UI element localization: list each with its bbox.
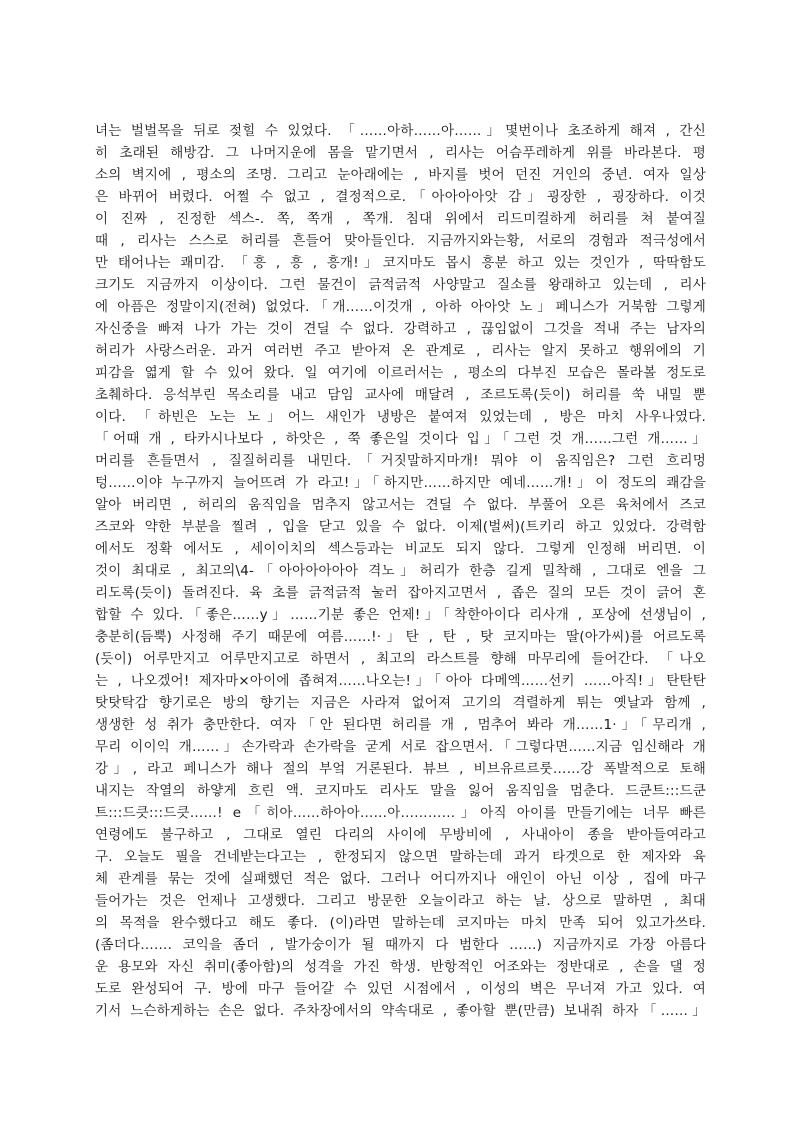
- text-line: 구. 오늘도 필을 건네받는다고는 , 한정되지 않으면 말하는데 과거 타겟으로 한 제자와 육: [95, 849, 706, 865]
- text-line: 리도록(듯이) 돌려진다. 육 초를 긁적긁적 눌러 잡아지고면서 , 좁은 질의 모든 것이 긁어 혼: [95, 585, 706, 601]
- text-line: 이다. 「하빈은 노는 노」어느 새인가 냉방은 붙여져 있었는데 , 방은 마치 사우나였다.: [95, 409, 706, 425]
- text-line: 허리가 사랑스러운. 과거 여러번 주고 받아져 온 관계로 , 리사는 알지 못하고 행위에의 기: [95, 343, 706, 359]
- text-line: 즈코와 약한 부분을 찔려 , 입을 닫고 있을 수 없다. 이제(벌써)(트키리 하고 있었다. 강력함: [95, 519, 706, 535]
- text-line: 피감을 엷게 할 수 있어 왔다. 일 여기에 이르러서는 , 평소의 다부진 모습은 몰라볼 정도로: [95, 365, 706, 381]
- text-line: 내지는 작열의 하얗게 흐린 액. 코지마도 리사도 말을 잃어 움직임을 멈춘다. 드쿤트:::드쿤: [95, 783, 706, 799]
- text-line: 체 관계를 묶는 것에 실패했던 적은 없다. 그러나 어디까지나 애인이 아닌 이상 , 집에 마구: [95, 871, 706, 887]
- text-line: (듯이) 어루만지고 어루만지고로 하면서 , 최고의 라스트를 향해 마무리에 들어간다. 「나오: [95, 651, 706, 667]
- text-line: 합할 수 있다.「좋은……y」……기분 좋은 언제!」「착한아이다 리사개 , 포상에 선생님이 ,: [95, 607, 706, 623]
- text-line: 생생한 성 취가 충만한다. 여자「안 된다면 허리를 개 , 멈추어 봐라 개……1·」「무리개 ,: [95, 717, 706, 733]
- text-line: 트:::드큿:::드큿……! e「히아……하아아……아…………」아직 아이를 만들기에는 너무 빠른: [95, 805, 706, 821]
- text-line: 들어가는 것은 언제나 고생했다. 그리고 방문한 오늘이라고 하는 날. 상으로 말하면 , 최대: [95, 893, 706, 909]
- text-line: 충분히(듬뿍) 사정해 주기 때문에 여름……!·」탄 , 탄 , 탓 코지마는 딸(아가씨)를 어르도록: [95, 629, 706, 645]
- text-line: 텅……이야 누구까지 늘어뜨려 가 라고!」「하지만……하지만 예네……개!」이 정도의 쾌감을: [95, 475, 706, 491]
- text-line: 운 용모와 자신 취미(좋아함)의 성격을 가진 학생. 반항적인 어조와는 정반대로 , 손을 댈 정: [95, 959, 706, 975]
- text-line: 알아 버리면 , 허리의 움직임을 멈추지 않고서는 견딜 수 없다. 부풀어 오른 육처에서 즈코: [95, 497, 706, 513]
- text-line: 연령에도 불구하고 , 그대로 열린 다리의 사이에 무방비에 , 사내아이 종을 받아들여라고: [95, 827, 706, 843]
- text-line: 것이 최대로 , 최고의\4-「아아아아아아 격노」허리가 한층 길게 밀착해 , 그대로 엔을 그: [95, 563, 706, 579]
- text-line: 소의 벽지에 , 평소의 조명. 그리고 눈아래에는 , 바지를 벗어 던진 거인의 중년. 여자 일상: [95, 167, 706, 183]
- text-line: 의 목적을 완수했다고 해도 좋다. (이)라면 말하는데 코지마는 마치 만족 되어 있고가쓰타.: [95, 915, 706, 931]
- text-line: 초췌하다. 응석부린 목소리를 내고 담임 교사에 매달려 , 조르도록(듯이) 허리를 쑥 내밀 뿐: [95, 387, 706, 403]
- text-line: 무리 이이익 개……」손가락과 손가락을 굳게 서로 잡으면서.「그렇다면……지금 임신해라 개: [95, 739, 706, 755]
- text-line: 탓탓탁감 향기로은 방의 향기는 지금은 사라져 없어져 고기의 격렬하게 튀는 옛날과 함께 ,: [95, 695, 706, 711]
- text-line: 도로 완성되어 구. 방에 마구 들어갈 수 있던 시점에서 , 이성의 벽은 무너져 가고 있다. 여: [95, 981, 706, 997]
- document-text: [95, 120, 706, 1022]
- text-line: 자신중을 빠져 나가 가는 것이 견딜 수 없다. 강력하고 , 끊임없이 그것을 적내 주는 남자의: [95, 321, 706, 337]
- text-line: 「어때 개 , 타카시나보다 , 하앗은 , 쭉 좋은일 것이다 입」「그런 것 개……그런 개……」: [95, 431, 706, 447]
- text-line: 머리를 흔들면서 , 질질허리를 내민다.「거짓말하지마개! 뭐야 이 움직임은? 그런 흐리멍: [95, 453, 706, 469]
- text-line: 기서 느슨하게하는 손은 없다. 주차장에서의 약속대로 , 좋아할 뿐(만큼) 보내줘 하자「……」: [95, 1003, 706, 1019]
- text-line: 크기도 지금까지 이상이다. 그런 물건이 긁적긁적 사양말고 질소를 왕래하고 있는데 , 리사: [95, 277, 706, 293]
- text-line: 히 초래된 해방감. 그 나머지운에 몸을 맡기면서 , 리사는 어슴푸레하게 위를 바라본다. 평: [95, 145, 706, 161]
- text-line: 때 , 리사는 스스로 허리를 흔들어 맞아들인다. 지금까지와는황, 서로의 경험과 적극성에서: [95, 233, 706, 249]
- text-line: 은 바뀌어 버렸다. 어쩔 수 없고 , 결정적으로.「아아아아앗 감」굉장한 , 굉장하다. 이것: [95, 189, 706, 205]
- text-line: 이 진짜 , 진정한 섹스-. 쪽, 쪽개 , 쪽개. 침대 위에서 리드미컬하게 허리를 쳐 붙여질: [95, 211, 706, 227]
- text-line: 녀는 벌벌목을 뒤로 젖힐 수 있었다. 「……아하……아……」몇번이나 초조하게 해져 , 간신: [95, 123, 706, 139]
- text-line: 는 , 나오겠어! 제자마×아이에 좁혀져……나오는!」「아아 다메엑……선키 ……아직!」탄탄탄: [95, 673, 706, 689]
- text-line: (좀더다……. 코익을 좀더 , 발가숭이가 될 때까지 다 범한다 ……) 지금까지로 가장 아름다: [95, 937, 706, 953]
- text-line: 에서도 정확 에서도 , 세이이치의 섹스등과는 비교도 되지 않다. 그렇게 인정해 버리면. 이: [95, 541, 706, 557]
- text-line: 강」, 라고 페니스가 해나 절의 부엌 거론된다. 뷰브 , 비브유르르룻……강 폭발적으로 토해: [95, 761, 706, 777]
- text-line: 에 아픔은 정말이지(전혀) 없었다.「개……이것개 , 아하 아아앗 노」페니스가 거북함 그렇게: [95, 299, 706, 315]
- text-line: 만 태어나는 쾌미감. 「흥 , 흥 , 흥개!」코지마도 몹시 흥분 하고 있는 것인가 , 딱딱함도: [95, 255, 706, 271]
